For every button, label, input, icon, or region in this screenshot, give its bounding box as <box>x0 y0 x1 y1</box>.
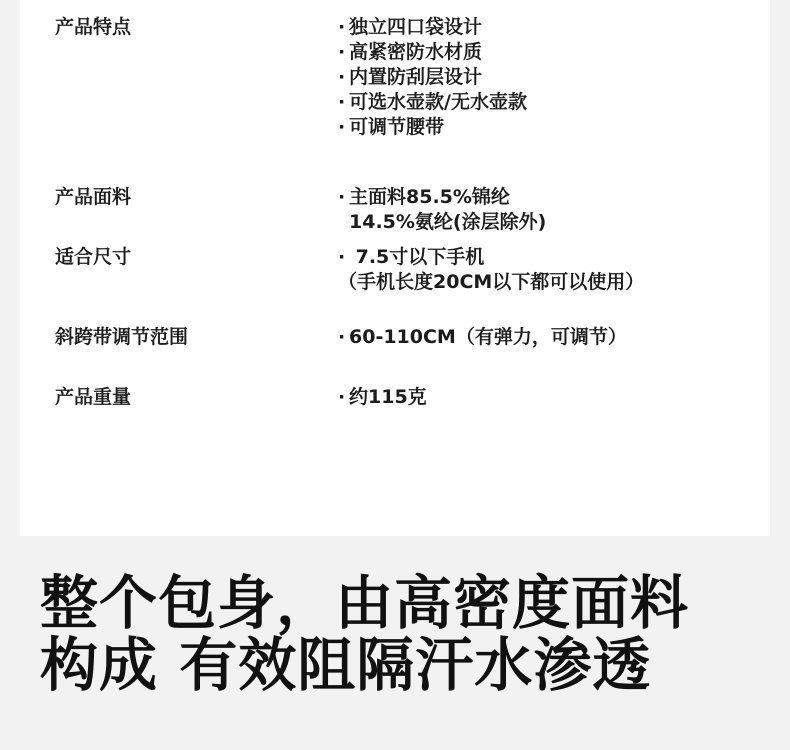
spec-label: 产品面料 <box>55 186 132 208</box>
headline-line-2: 构成 有效阻隔汗水渗透 <box>40 631 652 699</box>
spec-label: 产品特点 <box>55 16 132 38</box>
spec-values <box>338 15 527 140</box>
spec-value-line: · 60-110CM（有弹力，可调节） <box>338 326 627 348</box>
headline-line-1: 整个包身，由高密度面料 <box>40 569 690 637</box>
spec-value-line: （手机长度20CM以下都可以使用） <box>338 271 645 293</box>
spec-value-line: · 约115克 <box>338 386 427 408</box>
spec-value-line: 14.5%氨纶(涂层除外) <box>349 211 547 233</box>
spec-values <box>338 325 627 350</box>
spec-value-line: · 可选水壶款/无水壶款 <box>338 91 527 113</box>
spec-value-line: · 高紧密防水材质 <box>338 41 483 63</box>
spec-label: 斜跨带调节范围 <box>55 326 189 348</box>
spec-value-line: · 独立四口袋设计 <box>338 16 483 38</box>
headline <box>40 569 760 699</box>
spec-values <box>338 185 546 235</box>
spec-value-line: · 内置防刮层设计 <box>338 66 483 88</box>
spec-value-line: · 主面料85.5%锦纶 <box>338 186 510 208</box>
spec-label: 产品重量 <box>55 386 132 408</box>
spec-values <box>338 385 427 410</box>
spec-value-line: · 可调节腰带 <box>338 116 445 138</box>
spec-label: 适合尺寸 <box>55 246 132 268</box>
spec-card <box>20 0 770 536</box>
spec-value-line: · 7.5寸以下手机 <box>338 246 485 268</box>
spec-values <box>338 245 644 295</box>
